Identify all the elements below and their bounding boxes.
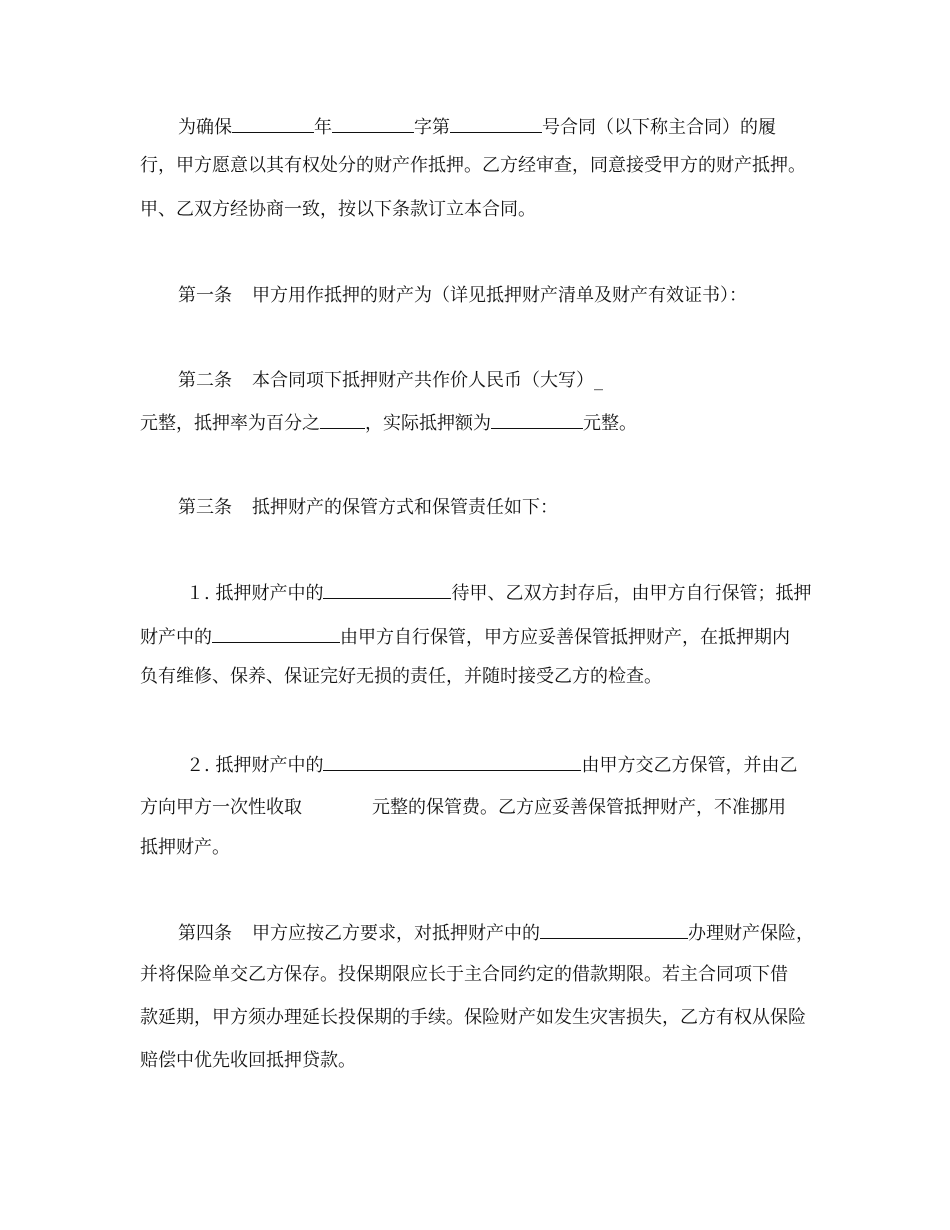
item-1-line-2 [140,624,790,650]
article-2-line-1 [178,369,603,393]
item-text: 待甲、乙双方封存后，由甲方自行保管；抵押 [451,583,812,604]
item-text: 由甲方自行保管，甲方应妥善保管抵押财产，在抵押期内 [340,627,790,648]
item-text: ２. 抵押财产中的 [186,755,324,776]
custody-property-blank [323,752,581,771]
item-text: 方向甲方一次性收取 [140,797,302,818]
article-label: 第四条 [178,923,232,944]
article-text: 本合同项下抵押财产共作价人民币（大写）_ [252,370,603,391]
sealed-property-blank [323,580,451,599]
item-text: 由甲方交乙方保管，并由乙 [581,755,798,776]
article-text: 元整。 [583,413,637,434]
article-2-line-2 [140,410,637,436]
article-4-line-4: 赔偿中优先收回抵押贷款。 [140,1050,356,1071]
article-1 [178,284,747,308]
item-2-line-2 [140,796,786,820]
amount-blank [491,410,583,429]
article-text: 甲方应按乙方要求，对抵押财产中的 [252,923,540,944]
article-3 [178,496,558,520]
article-text: 抵押财产的保管方式和保管责任如下： [252,497,558,518]
article-label: 第一条 [178,285,232,306]
article-text: 元整，抵押率为百分之 [140,413,320,434]
preamble-text: 年 [314,117,332,138]
contract-number-blank [450,114,542,133]
self-kept-property-blank [212,624,340,643]
preamble-text: 为确保 [178,117,232,138]
item-text: 元整的保管费。乙方应妥善保管抵押财产，不准挪用 [372,797,786,818]
item-2-line-1 [186,752,797,778]
item-text: １. 抵押财产中的 [186,583,324,604]
preamble-text: 号合同（以下称主合同）的履 [542,117,776,138]
preamble-line-3: 甲、乙双方经协商一致，按以下条款订立本合同。 [140,199,536,220]
article-label: 第三条 [178,497,232,518]
article-4-line-1 [178,920,814,946]
item-1-line-3: 负有维修、保养、保证完好无损的责任，并随时接受乙方的检查。 [140,666,662,687]
article-text: 办理财产保险， [688,923,814,944]
preamble-line-1 [178,114,776,140]
rate-blank [320,410,365,429]
article-text: 甲方用作抵押的财产为（详见抵押财产清单及财产有效证书）： [252,285,747,306]
item-text: 财产中的 [140,627,212,648]
insured-property-blank [540,920,688,939]
article-4-line-3: 款延期，甲方须办理延长投保期的手续。保险财产如发生灾害损失，乙方有权从保险 [140,1007,806,1028]
item-1-line-1 [186,580,811,606]
year-blank [232,114,314,133]
article-4-line-2: 并将保险单交乙方保存。投保期限应长于主合同约定的借款期限。若主合同项下借 [140,964,788,985]
item-2-line-3: 抵押财产。 [140,837,230,858]
preamble-text: 字第 [414,117,450,138]
article-label: 第二条 [178,370,232,391]
prefix-blank [332,114,414,133]
article-text: ，实际抵押额为 [365,413,491,434]
preamble-line-2: 行，甲方愿意以其有权处分的财产作抵押。乙方经审查，同意接受甲方的财产抵押。 [140,155,806,176]
